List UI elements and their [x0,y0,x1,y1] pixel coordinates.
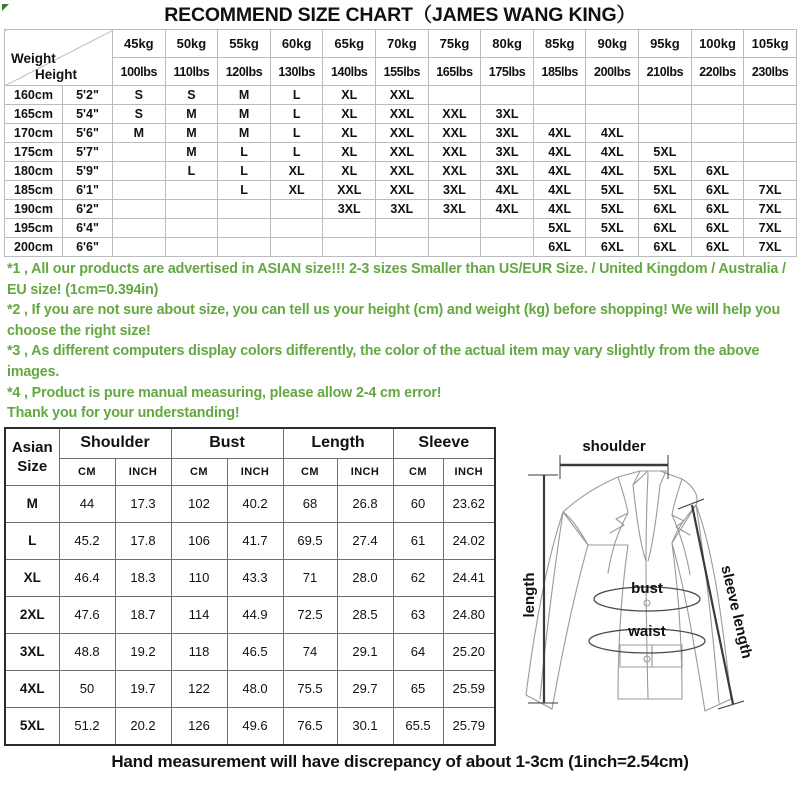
diagram-label-bust: bust [631,579,663,597]
measure-value: 65 [393,670,443,707]
size-cell [744,86,797,105]
height-ft-3: 5'7" [63,143,113,162]
size-cell: 4XL [533,143,586,162]
measure-value: 25.20 [443,633,495,670]
size-cell: 6XL [691,162,744,181]
note-line-4: *4 , Product is pure manual measuring, please allow 2-4 cm error! [7,384,442,401]
measure-value: 44 [59,485,115,522]
size-cell: 7XL [744,219,797,238]
size-cell [428,219,481,238]
height-ft-4: 5'9" [63,162,113,181]
note-line-1: *1 , All our products are advertised in ASIAN size!!! 2-3 sizes Smaller than US/EUR Size. / United Kingdom / Australia / EU size! (1cm=0.394in) [7,261,786,298]
measure-value: 48.8 [59,633,115,670]
size-cell: M [218,105,271,124]
size-cell: M [165,124,218,143]
measure-value: 63 [393,596,443,633]
size-cell: 6XL [691,200,744,219]
size-cell: 6XL [691,181,744,200]
weight-kg-header-10: 95kg [639,30,692,58]
measure-value: 30.1 [337,707,393,745]
weight-height-corner-cell [5,30,113,86]
size-cell: L [270,105,323,124]
weight-kg-header-5: 70kg [376,30,429,58]
height-cm-1: 165cm [5,105,63,124]
size-cell: 4XL [533,181,586,200]
size-cell [270,238,323,257]
size-cell: 6XL [691,219,744,238]
measure-value: 60 [393,485,443,522]
size-cell: 4XL [481,200,534,219]
measure-unit-1: INCH [115,458,171,485]
size-cell [481,219,534,238]
size-cell: 3XL [376,200,429,219]
collar-notch [633,471,666,485]
size-cell: 3XL [428,181,481,200]
size-chart-row [5,181,797,200]
height-cm-2: 170cm [5,124,63,143]
asian-size-header-line2: Size [17,457,48,475]
asian-size-header [5,428,59,486]
recommend-size-chart-table [4,29,797,257]
measure-value: 19.2 [115,633,171,670]
notes-section [4,257,796,424]
size-cell: XL [270,162,323,181]
size-cell: XXL [428,124,481,143]
size-cell: XL [323,86,376,105]
weight-lbs-header-4: 140lbs [323,58,376,86]
size-cell [218,238,271,257]
measure-value: 44.9 [227,596,283,633]
size-cell: S [165,86,218,105]
diagram-label-length: length [521,572,539,618]
size-cell: 5XL [639,181,692,200]
measure-group-length: Length [283,428,393,459]
size-cell: XXL [428,105,481,124]
measure-unit-0: CM [59,458,115,485]
size-cell [481,86,534,105]
size-cell [165,219,218,238]
note-line-3: *3 , As different computers display colors differently, the color of the actual item may vary slightly from the above images. [7,343,760,380]
size-cell [165,181,218,200]
size-cell: 3XL [481,162,534,181]
weight-kg-header-0: 45kg [113,30,166,58]
size-cell [586,105,639,124]
measure-value: 51.2 [59,707,115,745]
size-cell [218,200,271,219]
size-cell: 6XL [533,238,586,257]
measure-value: 126 [171,707,227,745]
measure-value: 106 [171,522,227,559]
size-cell: 5XL [586,219,639,238]
measure-row-size: 5XL [5,707,59,745]
measure-row-size: 4XL [5,670,59,707]
size-cell [691,105,744,124]
size-chart-page [0,2,800,802]
footer-note: Hand measurement will have discrepancy of about 1-3cm (1inch=2.54cm) [111,751,689,771]
height-ft-6: 6'2" [63,200,113,219]
shoulder-dimension [560,455,668,479]
size-cell [691,124,744,143]
size-cell [691,86,744,105]
size-cell: L [218,162,271,181]
size-cell: XXL [428,162,481,181]
height-cm-3: 175cm [5,143,63,162]
weight-lbs-header-3: 130lbs [270,58,323,86]
height-ft-8: 6'6" [63,238,113,257]
measure-value: 76.5 [283,707,337,745]
measure-group-header-row [5,428,495,459]
size-cell [113,162,166,181]
diagram-label-waist: waist [628,622,666,640]
measure-value: 62 [393,559,443,596]
measure-table-row [5,707,495,745]
measure-value: 61 [393,522,443,559]
weight-kg-header-9: 90kg [586,30,639,58]
measure-value: 25.79 [443,707,495,745]
measure-value: 28.0 [337,559,393,596]
measure-table-row [5,559,495,596]
weight-kg-header-7: 80kg [481,30,534,58]
measure-row-size: 3XL [5,633,59,670]
size-cell [376,219,429,238]
measure-value: 65.5 [393,707,443,745]
size-cell [113,200,166,219]
size-chart-row [5,86,797,105]
diagram-label-sleeve-length: sleeve length [717,563,756,660]
weight-kg-header-6: 75kg [428,30,481,58]
measure-value: 74 [283,633,337,670]
size-cell [639,124,692,143]
left-lapel [608,477,628,573]
size-cell: L [270,86,323,105]
measure-value: 71 [283,559,337,596]
height-ft-1: 5'4" [63,105,113,124]
weight-lbs-header-10: 210lbs [639,58,692,86]
size-cell: 5XL [586,181,639,200]
measure-value: 41.7 [227,522,283,559]
size-cell: L [270,124,323,143]
size-cell [113,238,166,257]
size-cell [744,143,797,162]
jacket-body-outline [563,471,697,699]
measure-value: 69.5 [283,522,337,559]
measure-unit-6: CM [393,458,443,485]
height-cm-6: 190cm [5,200,63,219]
measure-value: 24.41 [443,559,495,596]
measure-row-size: L [5,522,59,559]
size-cell: XXL [376,105,429,124]
size-cell [744,105,797,124]
size-cell: XL [323,124,376,143]
measure-value: 43.3 [227,559,283,596]
size-cell [639,86,692,105]
size-cell [218,219,271,238]
size-cell: L [218,181,271,200]
size-cell: XL [323,105,376,124]
size-chart-row [5,200,797,219]
size-chart-row [5,105,797,124]
size-cell: M [165,105,218,124]
size-cell: 3XL [323,200,376,219]
size-cell: M [218,124,271,143]
weight-lbs-header-2: 120lbs [218,58,271,86]
weight-kg-header-4: 65kg [323,30,376,58]
measure-value: 122 [171,670,227,707]
measure-value: 72.5 [283,596,337,633]
size-cell: 3XL [481,105,534,124]
weight-lbs-header-8: 185lbs [533,58,586,86]
height-ft-7: 6'4" [63,219,113,238]
size-cell: 5XL [639,162,692,181]
measure-value: 48.0 [227,670,283,707]
size-cell: 4XL [586,162,639,181]
height-cm-7: 195cm [5,219,63,238]
measure-value: 27.4 [337,522,393,559]
measure-group-bust: Bust [171,428,283,459]
size-cell: 5XL [586,200,639,219]
size-cell: 4XL [586,124,639,143]
measure-value: 25.59 [443,670,495,707]
size-chart-header-lbs-row [5,58,797,86]
measure-value: 17.8 [115,522,171,559]
weight-kg-header-2: 55kg [218,30,271,58]
weight-lbs-header-11: 220lbs [691,58,744,86]
garment-measurement-diagram [500,427,800,739]
size-chart-row [5,162,797,181]
measure-value: 23.62 [443,485,495,522]
measure-value: 20.2 [115,707,171,745]
size-cell [533,86,586,105]
size-cell: XXL [376,86,429,105]
right-pocket [652,645,682,667]
measure-unit-7: INCH [443,458,495,485]
size-cell: 3XL [428,200,481,219]
measure-unit-header-row [5,458,495,485]
size-cell: 4XL [533,200,586,219]
size-cell: XXL [323,181,376,200]
size-cell: 7XL [744,238,797,257]
size-cell: XXL [376,181,429,200]
size-cell [533,105,586,124]
weight-kg-header-11: 100kg [691,30,744,58]
size-cell [165,238,218,257]
size-cell: XL [270,181,323,200]
page-title: RECOMMEND SIZE CHART（JAMES WANG KING） [164,4,636,26]
measure-value: 28.5 [337,596,393,633]
size-cell: 4XL [533,162,586,181]
measure-table-row [5,596,495,633]
size-cell [376,238,429,257]
measure-value: 75.5 [283,670,337,707]
measure-table-row [5,522,495,559]
measure-group-sleeve: Sleeve [393,428,495,459]
asian-size-measurement-table [4,427,496,746]
measure-table-row [5,485,495,522]
measure-value: 49.6 [227,707,283,745]
weight-lbs-header-7: 175lbs [481,58,534,86]
measure-unit-4: CM [283,458,337,485]
size-cell: L [218,143,271,162]
measure-value: 50 [59,670,115,707]
size-cell [586,86,639,105]
size-cell: 3XL [481,124,534,143]
size-cell: L [165,162,218,181]
size-cell [113,219,166,238]
size-cell: 6XL [639,200,692,219]
measure-value: 114 [171,596,227,633]
measure-value: 18.3 [115,559,171,596]
measure-row-size: 2XL [5,596,59,633]
size-cell [270,219,323,238]
size-cell: XXL [428,143,481,162]
size-cell: S [113,105,166,124]
size-cell: 6XL [586,238,639,257]
size-cell: 7XL [744,181,797,200]
height-cm-5: 185cm [5,181,63,200]
size-cell: XXL [376,162,429,181]
measurements-section [4,427,796,746]
measure-value: 24.02 [443,522,495,559]
measure-value: 45.2 [59,522,115,559]
height-cm-4: 180cm [5,162,63,181]
size-cell: XXL [376,143,429,162]
measure-value: 26.8 [337,485,393,522]
measure-row-size: M [5,485,59,522]
size-cell [744,124,797,143]
size-cell: L [270,143,323,162]
size-cell: M [113,124,166,143]
weight-lbs-header-1: 110lbs [165,58,218,86]
size-chart-header-kg-row [5,30,797,58]
size-cell: S [113,86,166,105]
height-cm-8: 200cm [5,238,63,257]
weight-lbs-header-12: 230lbs [744,58,797,86]
size-cell [639,105,692,124]
size-cell: 6XL [639,238,692,257]
size-cell: 4XL [481,181,534,200]
size-cell [428,238,481,257]
measure-table-row [5,670,495,707]
measure-unit-3: INCH [227,458,283,485]
size-cell [744,162,797,181]
weight-lbs-header-5: 155lbs [376,58,429,86]
size-cell: XXL [376,124,429,143]
measure-value: 110 [171,559,227,596]
size-cell [113,143,166,162]
size-chart-row [5,124,797,143]
measure-value: 68 [283,485,337,522]
measure-value: 46.4 [59,559,115,596]
measure-group-shoulder: Shoulder [59,428,171,459]
height-ft-2: 5'6" [63,124,113,143]
size-cell: 6XL [639,219,692,238]
weight-lbs-header-9: 200lbs [586,58,639,86]
measure-value: 18.7 [115,596,171,633]
size-cell [113,181,166,200]
weight-kg-header-12: 105kg [744,30,797,58]
size-cell: M [218,86,271,105]
height-cm-0: 160cm [5,86,63,105]
measure-value: 29.1 [337,633,393,670]
button-upper [644,600,650,606]
size-cell: 3XL [481,143,534,162]
size-cell: 6XL [691,238,744,257]
measure-value: 19.7 [115,670,171,707]
blazer-diagram-svg [500,427,800,739]
size-cell [165,200,218,219]
measure-unit-2: CM [171,458,227,485]
measure-table-row [5,633,495,670]
size-cell: 4XL [533,124,586,143]
measure-value: 102 [171,485,227,522]
measure-value: 24.80 [443,596,495,633]
weight-lbs-header-6: 165lbs [428,58,481,86]
size-cell [323,219,376,238]
size-chart-row [5,143,797,162]
size-cell: 4XL [586,143,639,162]
weight-lbs-header-0: 100lbs [113,58,166,86]
size-cell [323,238,376,257]
size-chart-row [5,238,797,257]
height-ft-5: 6'1" [63,181,113,200]
weight-kg-header-8: 85kg [533,30,586,58]
size-cell: 7XL [744,200,797,219]
size-cell [481,238,534,257]
size-cell: XL [323,162,376,181]
measure-unit-5: INCH [337,458,393,485]
measure-value: 29.7 [337,670,393,707]
measure-value: 64 [393,633,443,670]
size-cell [270,200,323,219]
diagram-label-shoulder: shoulder [582,437,646,455]
measure-row-size: XL [5,559,59,596]
measure-value: 17.3 [115,485,171,522]
weight-kg-header-3: 60kg [270,30,323,58]
size-chart-body [5,30,797,257]
size-cell [691,143,744,162]
note-line-2: *2 , If you are not sure about size, you can tell us your height (cm) and weight (kg) before shopping! We will help you choose the right size! [7,302,781,339]
asian-size-header-line1: Asian [11,438,53,456]
size-cell: 5XL [533,219,586,238]
measure-table-body [5,428,495,745]
size-chart-row [5,219,797,238]
note-line-5: Thank you for your understanding! [7,405,240,422]
weight-kg-header-1: 50kg [165,30,218,58]
corner-height-label: Height [35,67,77,82]
measure-value: 40.2 [227,485,283,522]
size-cell [428,86,481,105]
measure-value: 47.6 [59,596,115,633]
size-cell: 5XL [639,143,692,162]
size-cell: M [165,143,218,162]
corner-weight-label: Weight [11,51,56,66]
height-ft-0: 5'2" [63,86,113,105]
measure-value: 46.5 [227,633,283,670]
size-cell: XL [323,143,376,162]
measure-value: 118 [171,633,227,670]
